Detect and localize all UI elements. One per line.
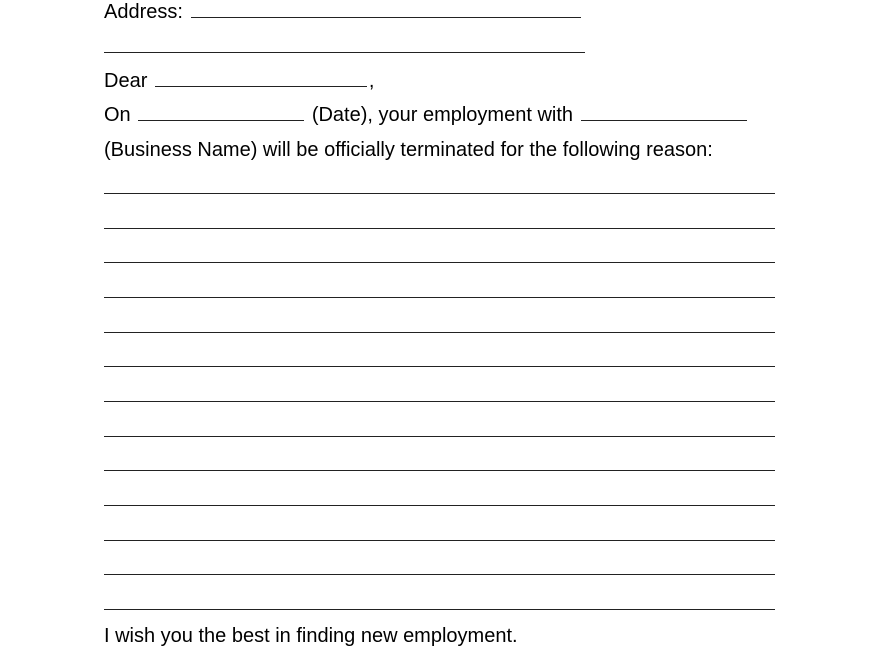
business-row: (Business Name) will be officially terminated for the following reason:	[104, 139, 713, 161]
salutation-row	[104, 69, 374, 93]
reason-line[interactable]	[104, 505, 775, 506]
dear-comma: ,	[368, 70, 375, 92]
recipient-name-field[interactable]	[155, 70, 367, 87]
reason-line[interactable]	[104, 332, 775, 333]
on-label: On	[104, 104, 131, 126]
address-field-1[interactable]	[191, 1, 581, 18]
reason-line[interactable]	[104, 574, 775, 575]
reason-line[interactable]	[104, 228, 775, 229]
reason-line[interactable]	[104, 609, 775, 610]
reason-line[interactable]	[104, 470, 775, 471]
reason-line[interactable]	[104, 540, 775, 541]
address-label: Address:	[104, 1, 183, 23]
reason-line[interactable]	[104, 193, 775, 194]
reason-line[interactable]	[104, 366, 775, 367]
date-row	[104, 103, 749, 127]
reason-line[interactable]	[104, 401, 775, 402]
date-label: (Date), your employment with	[311, 104, 574, 126]
address-field-2[interactable]	[104, 52, 585, 53]
reason-line[interactable]	[104, 436, 775, 437]
address-row	[104, 0, 583, 24]
reason-line[interactable]	[104, 262, 775, 263]
business-name-field[interactable]	[581, 104, 747, 121]
date-field[interactable]	[138, 104, 304, 121]
closing-text: I wish you the best in finding new employment.	[104, 625, 518, 647]
dear-label: Dear	[104, 70, 148, 92]
reason-line[interactable]	[104, 297, 775, 298]
